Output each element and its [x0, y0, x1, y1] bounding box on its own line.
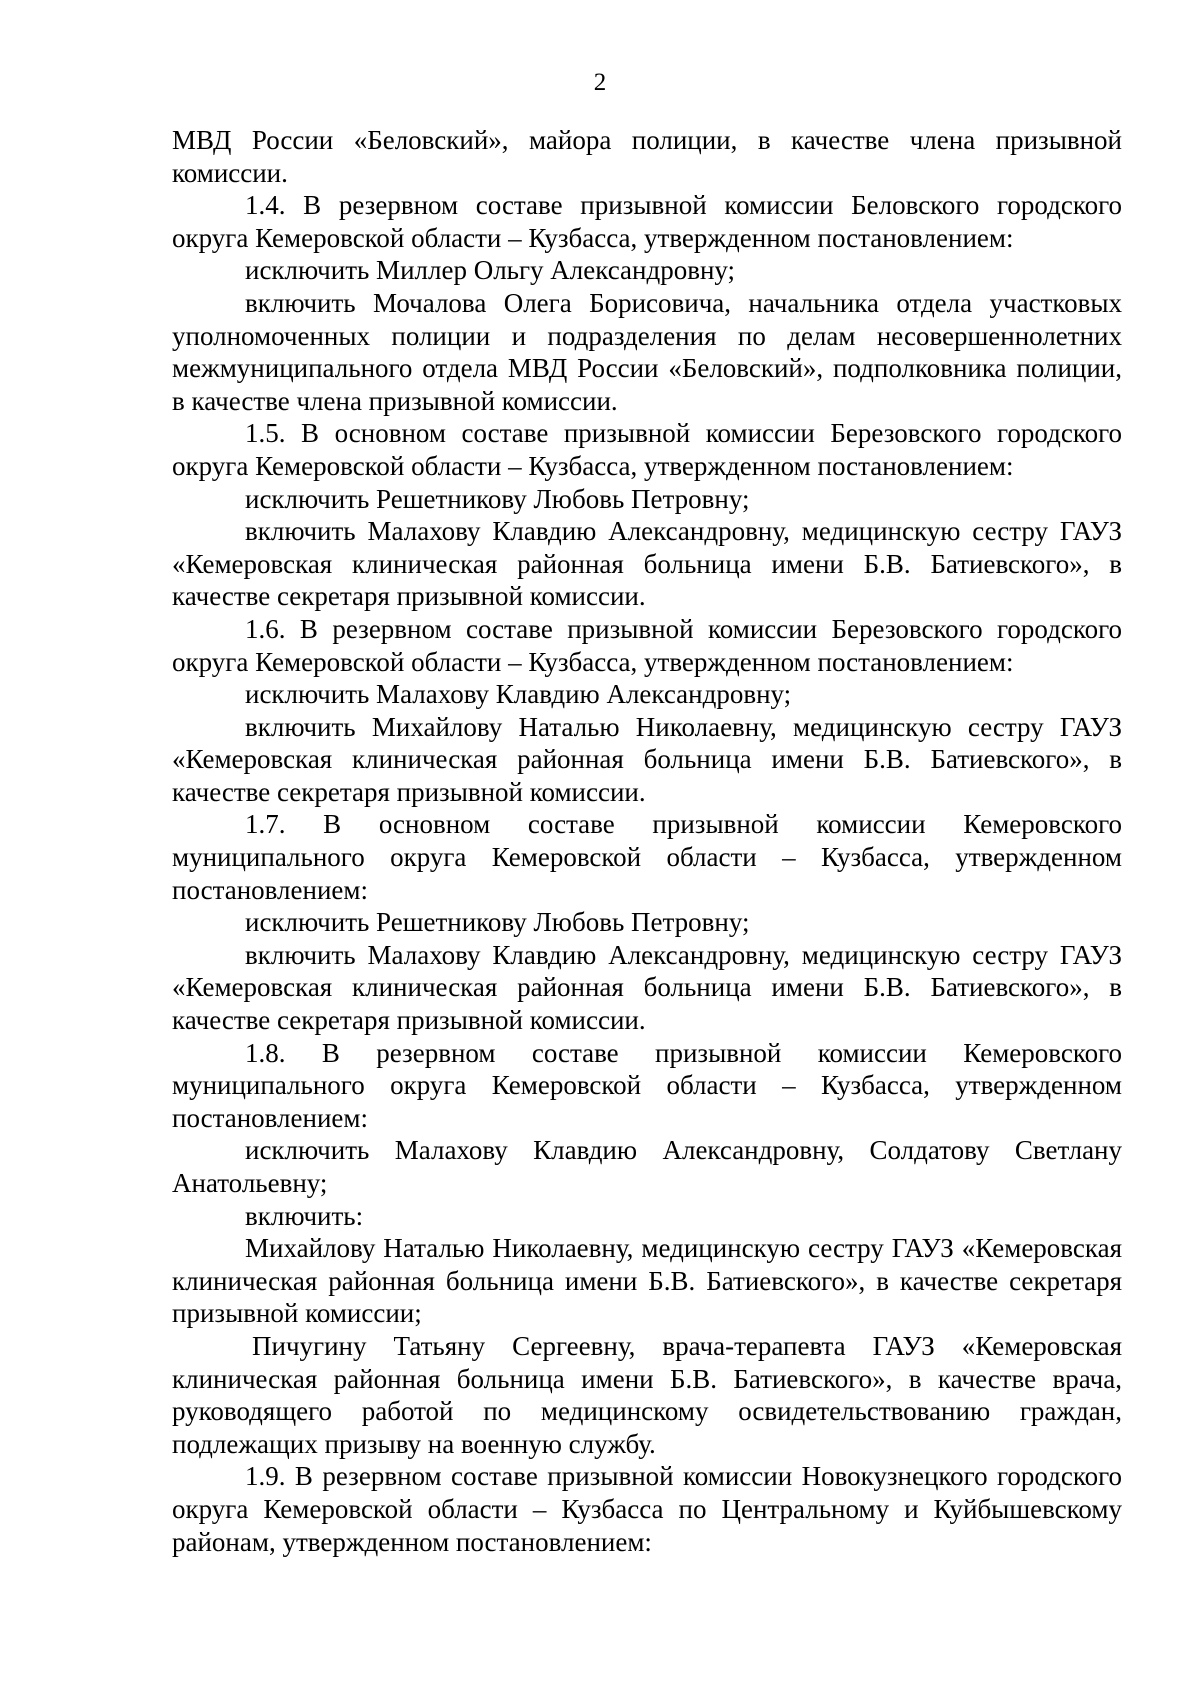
paragraph-item-1-9: 1.9. В резервном составе призывной комиссии Новокузнецкого городского округа Кемеровской области – Кузбасса по Центральному и Куйбышевскому районам, утвержденном постановлением: [172, 1461, 1122, 1557]
page-number: 2 [593, 69, 607, 96]
paragraph-include: включить Михайлову Наталью Николаевну, медицинскую сестру ГАУЗ «Кемеровская клиническая районная больница имени Б.В. Батиевского», в качестве секретаря призывной комиссии. [172, 711, 1122, 807]
paragraph-include-person: Пичугину Татьяну Сергеевну, врача-терапевта ГАУЗ «Кемеровская клиническая районная больница имени Б.В. Батиевского», в качестве врача, руководящего работой по медицинскому освидетельствованию граждан, подлежащих призыву на военную службу. [172, 1330, 1122, 1459]
paragraph-item-1-6: 1.6. В резервном составе призывной комиссии Березовского городского округа Кемеровской области – Кузбасса, утвержденном постановлением: [172, 613, 1122, 677]
paragraph-exclude: исключить Малахову Клавдию Александровну, Солдатову Светлану Анатольевну; [172, 1135, 1122, 1198]
paragraph-exclude: исключить Решетникову Любовь Петровну; [245, 907, 750, 938]
paragraph-item-1-7: 1.7. В основном составе призывной комиссии Кемеровского муниципального округа Кемеровской области – Кузбасса, утвержденном постановлением: [172, 809, 1122, 905]
document-body [172, 124, 1122, 1558]
paragraph-include: включить Малахову Клавдию Александровну, медицинскую сестру ГАУЗ «Кемеровская клиническая районная больница имени Б.В. Батиевского», в качестве секретаря призывной комиссии. [172, 516, 1122, 612]
paragraph-include: включить Мочалова Олега Борисовича, начальника отдела участковых уполномоченных полиции и подразделения по делам несовершеннолетних межмуниципального отдела МВД России «Беловский», подполковника полиции, в качестве члена призывной комиссии. [172, 287, 1122, 416]
paragraph-include: включить Малахову Клавдию Александровну, медицинскую сестру ГАУЗ «Кемеровская клиническая районная больница имени Б.В. Батиевского», в качестве секретаря призывной комиссии. [172, 939, 1122, 1036]
paragraph-exclude: исключить Решетникову Любовь Петровну; [245, 483, 750, 514]
paragraph-continuation: МВД России «Беловский», майора полиции, в качестве члена призывной комиссии. [172, 125, 1122, 188]
paragraph-item-1-5: 1.5. В основном составе призывной комиссии Березовского городского округа Кемеровской области – Кузбасса, утвержденном постановлением: [172, 418, 1122, 481]
paragraph-item-1-4: 1.4. В резервном составе призывной комиссии Беловского городского округа Кемеровской области – Кузбасса, утвержденном постановлением: [172, 190, 1122, 253]
paragraph-include-heading: включить: [245, 1200, 364, 1231]
paragraph-include-person: Михайлову Наталью Николаевну, медицинскую сестру ГАУЗ «Кемеровская клиническая районная больница имени Б.В. Батиевского», в качестве секретаря призывной комиссии; [172, 1233, 1122, 1329]
paragraph-item-1-8: 1.8. В резервном составе призывной комиссии Кемеровского муниципального округа Кемеровской области – Кузбасса, утвержденном постановлением: [172, 1037, 1122, 1133]
paragraph-exclude: исключить Малахову Клавдию Александровну; [245, 679, 792, 710]
paragraph-exclude: исключить Миллер Ольгу Александровну; [245, 255, 736, 286]
